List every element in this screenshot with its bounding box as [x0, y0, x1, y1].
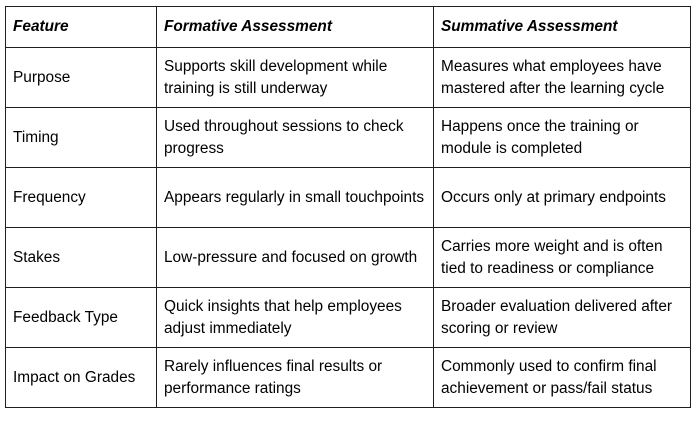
- table-header: [6, 7, 691, 48]
- header-row: [6, 7, 691, 48]
- summative-cell: Commonly used to confirm final achievement or pass/fail status: [434, 348, 691, 408]
- comparison-table: [5, 6, 691, 408]
- formative-cell: Low-pressure and focused on growth: [157, 228, 434, 288]
- feature-cell: Stakes: [6, 228, 157, 288]
- formative-cell: Used throughout sessions to check progress: [157, 108, 434, 168]
- header-feature: Feature: [6, 7, 157, 48]
- summative-cell: Broader evaluation delivered after scoring or review: [434, 288, 691, 348]
- table-row: [6, 348, 691, 408]
- feature-cell: Timing: [6, 108, 157, 168]
- table-row: [6, 48, 691, 108]
- summative-cell: Occurs only at primary endpoints: [434, 168, 691, 228]
- summative-cell: Happens once the training or module is completed: [434, 108, 691, 168]
- feature-cell: Purpose: [6, 48, 157, 108]
- summative-cell: Measures what employees have mastered after the learning cycle: [434, 48, 691, 108]
- formative-cell: Quick insights that help employees adjust immediately: [157, 288, 434, 348]
- formative-cell: Supports skill development while training is still underway: [157, 48, 434, 108]
- feature-cell: Feedback Type: [6, 288, 157, 348]
- feature-cell: Impact on Grades: [6, 348, 157, 408]
- table-row: [6, 228, 691, 288]
- formative-cell: Appears regularly in small touchpoints: [157, 168, 434, 228]
- table-row: [6, 168, 691, 228]
- feature-cell: Frequency: [6, 168, 157, 228]
- header-formative: Formative Assessment: [157, 7, 434, 48]
- summative-cell: Carries more weight and is often tied to readiness or compliance: [434, 228, 691, 288]
- table-body: [6, 48, 691, 408]
- table-row: [6, 288, 691, 348]
- header-summative: Summative Assessment: [434, 7, 691, 48]
- table-row: [6, 108, 691, 168]
- formative-cell: Rarely influences final results or performance ratings: [157, 348, 434, 408]
